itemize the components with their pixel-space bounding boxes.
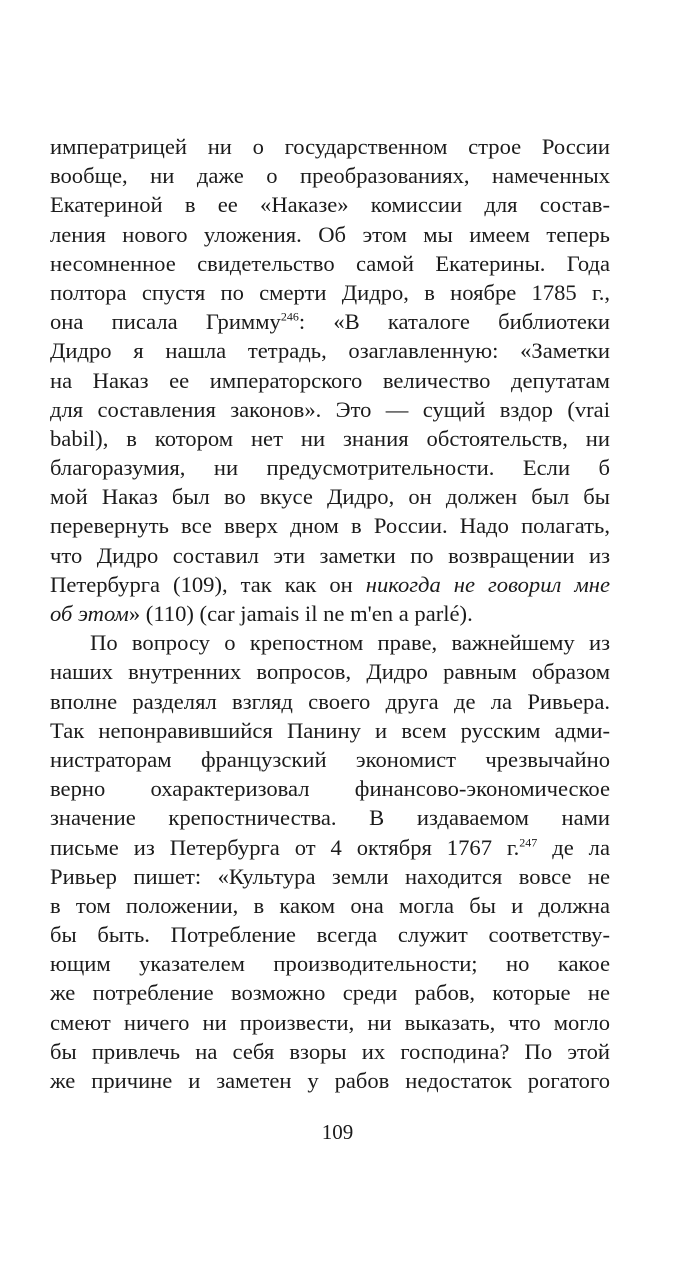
text-line: полтора спустя по смерти Дидро, в ноябре 1785 г., — [50, 279, 610, 305]
text-line: ления нового уложения. Об этом мы имеем теперь — [50, 221, 610, 247]
text-line: же причине и заметен у рабов недостаток рогатого — [50, 1068, 610, 1093]
text-line: Дидро я нашла тетрадь, озаглавленную: «Заметки — [50, 338, 610, 364]
paragraph-1 — [50, 132, 610, 628]
text-line: несомненное свидетельство самой Екатерины. Года — [50, 250, 610, 276]
text-fragment: » (110) (car jamais il ne m'en a parlé). — [128, 601, 473, 626]
text-fragment: она писала Гримму — [50, 309, 281, 335]
italic-text: об этом — [50, 601, 129, 626]
footnote-marker[interactable]: 246 — [280, 309, 299, 324]
text-line: для составления законов». Это — сущий вздор (vrai — [50, 396, 610, 422]
text-line: По вопросу о крепостном праве, важнейшему из — [90, 630, 610, 656]
text-line — [50, 833, 610, 862]
text-line: вообще, ни даже о преобразованиях, намеченных — [50, 163, 610, 189]
text-line: Так непонравившийся Панину и всем русским адми- — [50, 717, 610, 743]
text-line: Екатериной в ее «Наказе» комиссии для состав- — [50, 192, 610, 218]
text-line: нистраторам французский экономист чрезвычайно — [50, 746, 610, 772]
text-line: бы привлечь на себя взоры их господина? По этой — [50, 1038, 610, 1064]
text-line: наших внутренних вопросов, Дидро равным образом — [50, 659, 610, 685]
text-fragment: де ла — [537, 834, 610, 860]
text-line: мой Наказ был во вкусе Дидро, он должен был бы — [50, 484, 610, 510]
text-line — [50, 570, 610, 599]
text-line: благоразумия, ни предусмотрительности. Если б — [50, 455, 610, 481]
text-fragment: : «В каталоге библиотеки — [298, 309, 611, 335]
text-line — [50, 307, 610, 336]
text-line: бы быть. Потребление всегда служит соответству- — [50, 922, 610, 948]
text-line: перевернуть все вверх дном в России. Надо полагать, — [50, 513, 610, 539]
text-fragment: письме из Петербурга от 4 октября 1767 г. — [50, 834, 520, 860]
italic-text: никогда не говорил мне — [365, 571, 610, 597]
text-line: что Дидро составил эти заметки по возвращении из — [50, 542, 610, 568]
text-line: же потребление возможно среди рабов, которые не — [50, 980, 610, 1006]
page-number: 109 — [321, 1120, 354, 1144]
text-fragment: Петербурга (109), так как он — [50, 571, 366, 597]
text-line: вполне разделял взгляд своего друга де ла Ривьера. — [50, 688, 610, 714]
footnote-marker[interactable]: 247 — [519, 834, 538, 849]
text-line: в том положении, в каком она могла бы и должна — [50, 892, 610, 918]
text-line: Ривьер пишет: «Культура земли находится вовсе не — [50, 863, 610, 889]
text-line: значение крепостничества. В издаваемом нами — [50, 805, 610, 831]
text-line: на Наказ ее императорского величество депутатам — [50, 367, 610, 393]
text-line: ющим указателем производительности; но какое — [50, 951, 610, 977]
body-text — [50, 132, 610, 1095]
text-line: babil), в котором нет ни знания обстоятельств, ни — [50, 425, 610, 451]
paragraph-2 — [50, 628, 610, 1095]
text-line: императрицей ни о государственном строе России — [50, 134, 610, 159]
text-line: смеют ничего ни произвести, ни выказать, что могло — [50, 1009, 610, 1035]
text-line — [50, 599, 610, 628]
text-line: верно охарактеризовал финансово-экономическое — [50, 776, 610, 802]
